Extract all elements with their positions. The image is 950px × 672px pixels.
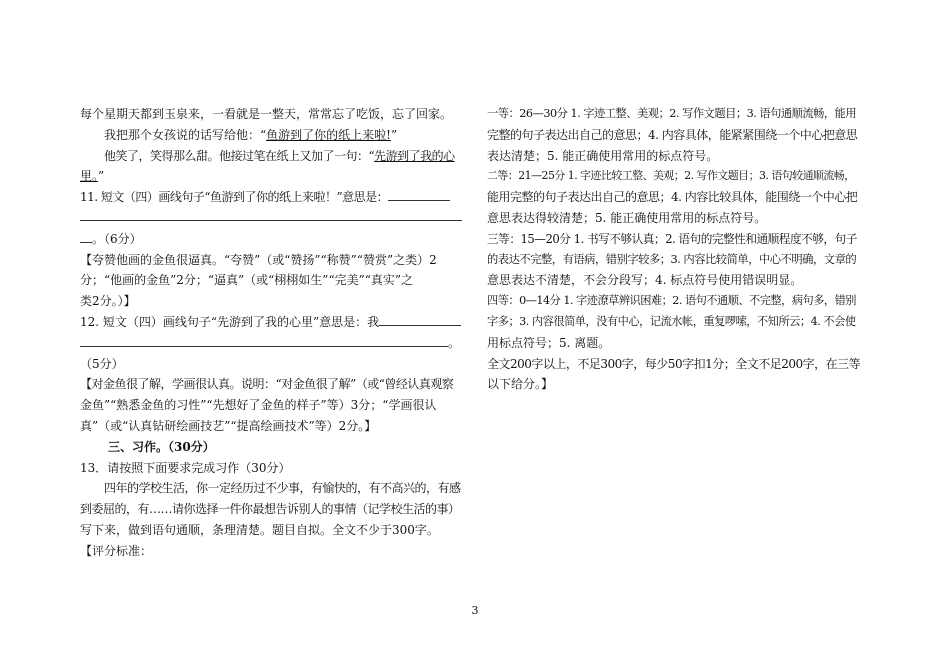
grading-line: 二等：21—25分 1. 字迹比较工整、美观；2. 写作文题目；3. 语句较通顺流畅， (487, 169, 855, 183)
question-12-score: （5分） (80, 356, 124, 371)
question-12-end (80, 333, 464, 354)
grading-line: 能用完整的句子表达出自己的意思；4. 内容比较具体，能围绕一个中心把 (487, 190, 858, 205)
section-heading: 三、习作。（30分） (108, 439, 215, 454)
question-12-text: 12. 短文（四）画线句子“先游到了我的心里”意思是：我 (80, 314, 380, 329)
left-column (80, 104, 464, 562)
answer-line[interactable] (80, 208, 464, 229)
answer-12-line: 【对金鱼很了解，学画很认真。说明：“对金鱼很了解”（或“曾经认真观察 (80, 377, 454, 392)
grading-line: 以下给分。】 (487, 377, 554, 392)
grading-heading: 【评分标准： (80, 543, 153, 558)
grading-line: 用标点符号；5. 离题。 (487, 335, 611, 350)
answer-blank[interactable] (379, 313, 461, 326)
question-11-score: 。（6分） (92, 231, 142, 246)
question-13: 13．请按照下面要求完成习作（30分） (80, 460, 291, 475)
answer-12-line: 真”（或“认真钻研绘画技艺”“提高绘画技术”等）2分。】 (80, 418, 377, 433)
story-text: ” (390, 127, 398, 142)
underlined-sentence-2-end: 里。 (80, 169, 99, 184)
answer-blank[interactable] (388, 188, 450, 201)
page-number: 3 (471, 604, 479, 617)
story-text-line: 每个星期天都到玉泉来，一看就是一整天，常常忘了吃饭，忘了回家。 (80, 107, 453, 121)
answer-blank[interactable] (80, 334, 448, 347)
grading-line: 完整的句子表达出自己的意思；4. 内容具体，能紧紧围绕一个中心把意思 (487, 127, 858, 142)
grading-line: 四等：0—14分 1. 字迹潦草辨识困难；2. 语句不通顺、不完整，病句多，错别 (487, 294, 856, 308)
story-text: 他笑了，笑得那么甜。他接过笔在纸上又加了一句：“ (104, 148, 375, 163)
story-text-line (80, 125, 464, 146)
story-text: 我把那个女孩说的话写给他：“ (104, 127, 267, 142)
grading-line: 的表达不完整，有语病，错别字较多；3. 内容比较简单，中心不明确，文章的 (487, 252, 857, 266)
underlined-sentence-1: 鱼游到了你的纸上来啦! (266, 127, 391, 142)
grading-line: 意思表达不清楚，不会分段写；4. 标点符号使用错误明显。 (487, 273, 803, 288)
story-text: ” (98, 169, 105, 184)
prompt-line: 到委屈的，有……请你选择一件你最想告诉别人的事情（记学校生活的事） (80, 502, 460, 517)
answer-11-line: 类2分。）】 (80, 294, 136, 309)
grading-line: 三等：15—20分 1. 书写不够认真；2. 语句的完整性和通顺程度不够，句子 (487, 231, 857, 246)
question-12 (80, 312, 464, 333)
prompt-line: 写下来，做到语句通顺，条理清楚。题目自拟。全文不少于300字。 (80, 522, 439, 537)
answer-11-line: 【夸赞他画的金鱼很逼真。“夸赞”（或“赞扬”“称赞”“赞赏”之类）2 (80, 252, 437, 267)
prompt-line: 四年的学校生活，你一定经历过不少事，有愉快的，有不高兴的，有感 (104, 481, 461, 496)
question-11-text: 11. 短文（四）画线句子“鱼游到了你的纸上来啦！”意思是： (80, 190, 389, 205)
grading-line: 意思表达得较清楚；5. 能正确使用常用的标点符号。 (487, 210, 767, 225)
question-11 (80, 187, 464, 208)
answer-11-line: 分；“他画的金鱼”2分；“逼真”（或“栩栩如生”“完美”“真实”之 (80, 273, 413, 288)
underlined-sentence-2: 先游到了我的心 (374, 148, 455, 163)
story-text-line (80, 146, 464, 167)
grading-line: 全文200字以上，不足300字，每少50字扣1分；全文不足200字，在三等 (487, 356, 861, 371)
grading-line: 一等：26—30分 1. 字迹工整、美观；2. 写作文题目；3. 语句通顺流畅，能用 (487, 107, 857, 120)
grading-line: 表达清楚；5. 能正确使用常用的标点符号。 (487, 148, 719, 163)
answer-blank[interactable] (80, 230, 92, 243)
question-12-period: 。 (448, 335, 461, 350)
answer-12-line: 金鱼”“熟悉金鱼的习性”“先想好了金鱼的样子”等）3分；“学画很认 (80, 398, 437, 413)
story-text-line (80, 166, 464, 187)
grading-line: 字多；3. 内容很简单，没有中心，记流水帐，重复啰嗦，不知所云；4. 不会使 (487, 314, 856, 328)
question-11-end (80, 229, 464, 250)
right-column (487, 104, 865, 395)
